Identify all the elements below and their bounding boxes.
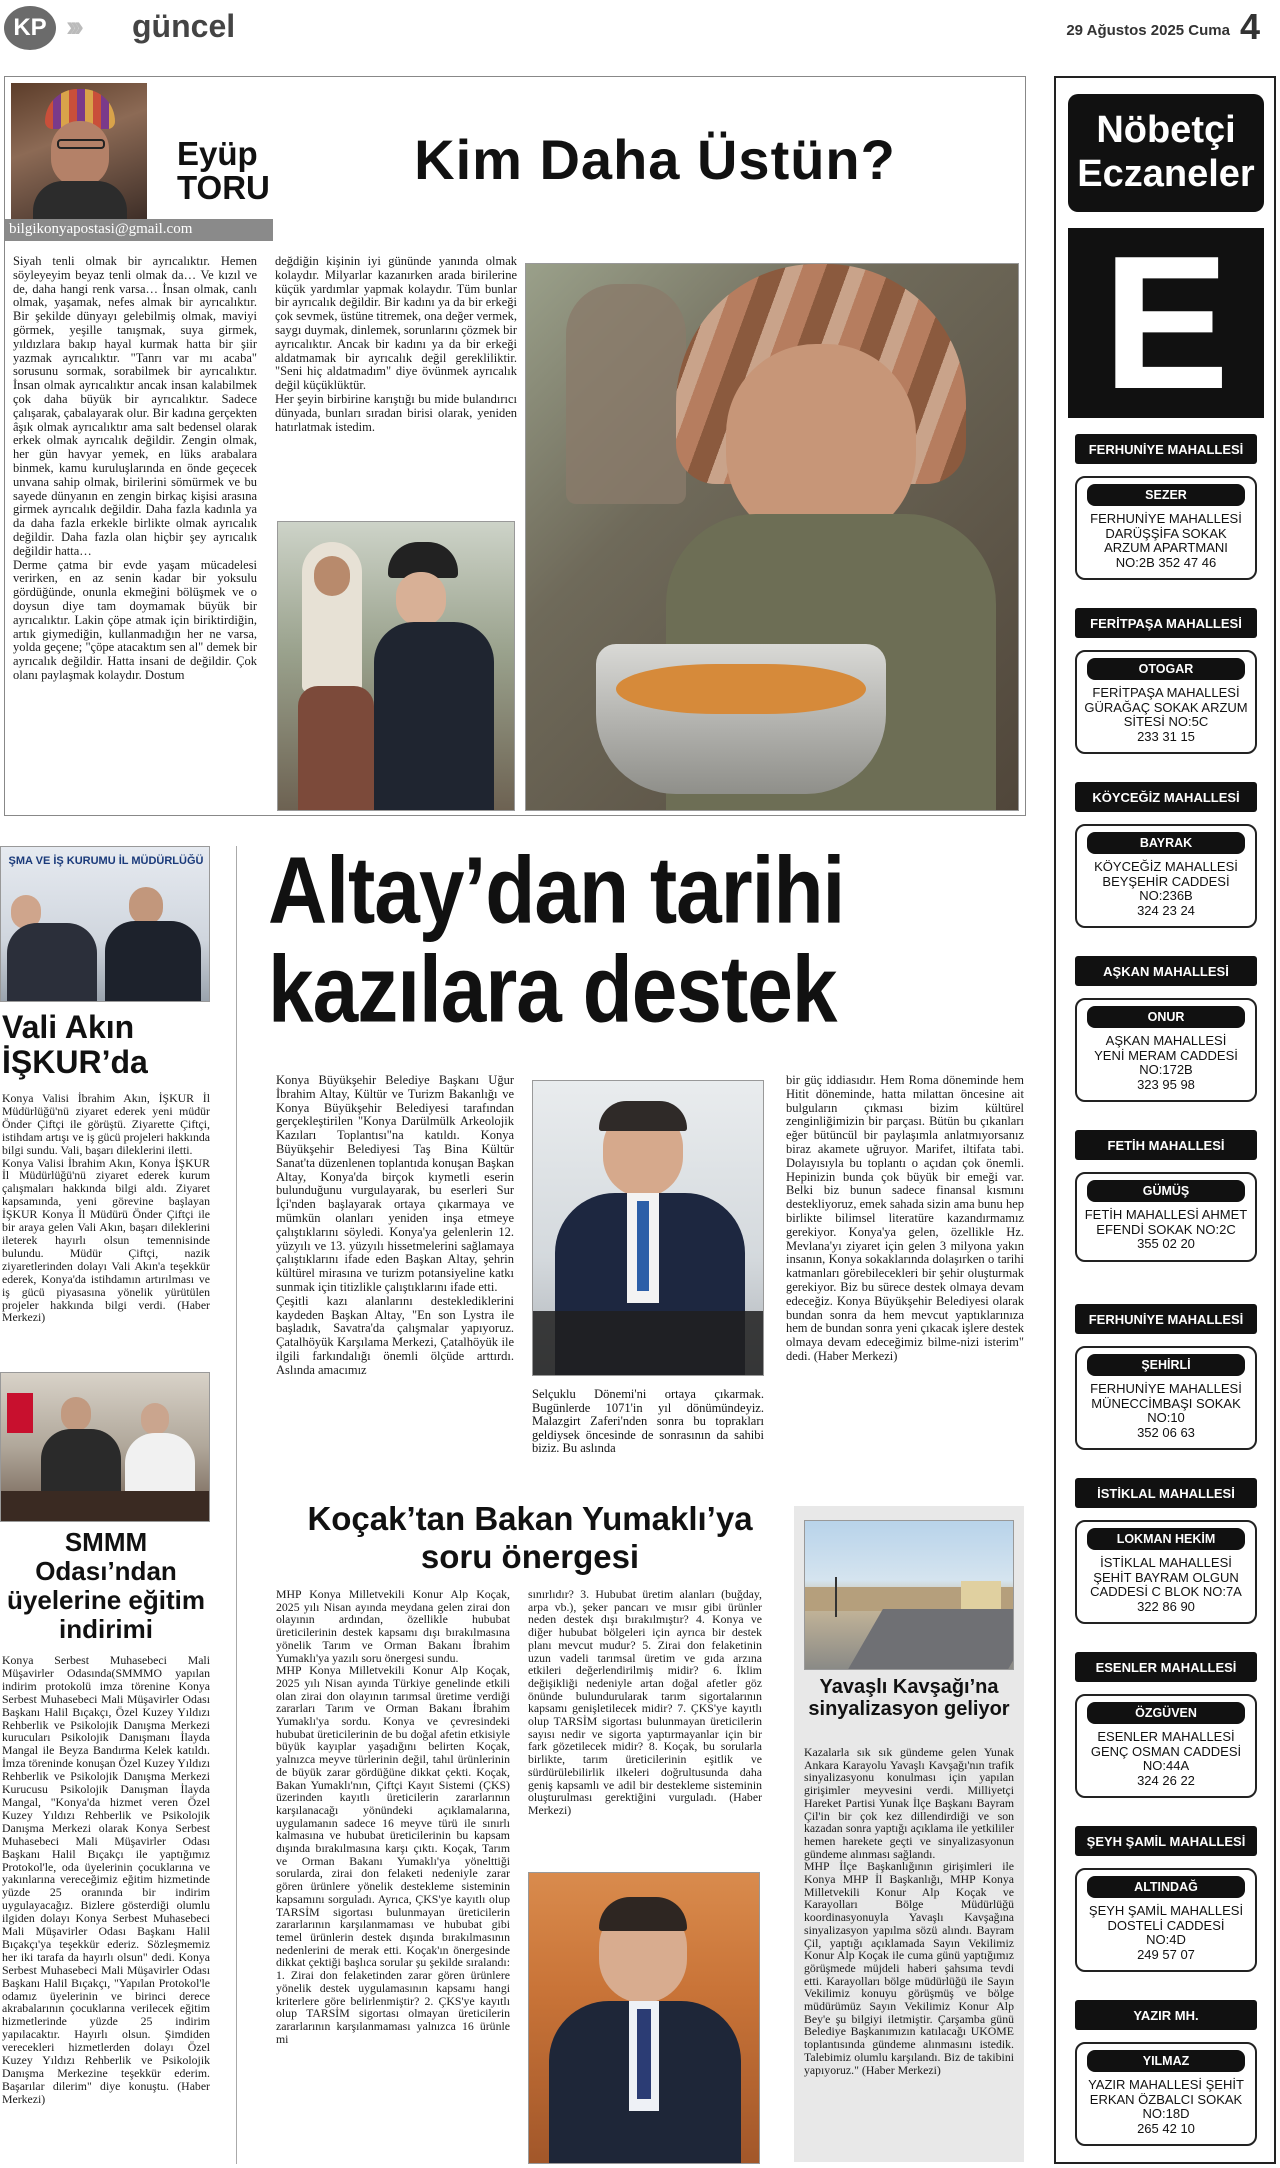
pharmacy-name: ALTINDAĞ xyxy=(1087,1876,1245,1898)
pharmacy-name: YILMAZ xyxy=(1087,2050,1245,2072)
column-text-1: Siyah tenli olmak bir ayrıcalıktır. Hemen söyleyeyim beyaz tenli olmak da… Ve kızıl ve de, daha hangi renk varsa… İnsan olmak, canlı olmak, yaşamak, nefes almak bir ayrıcalıktır. Bir şekilde dünyayı gelebilmiş olmak, maviyi görmek, yeşille tanışmak, suya girmek, yıldızlara bakıp hayal kurmak hatta bir şiir yazmak ayrıcalıktır. "Tanrı var mı acaba" sorusunu sormak, sorabilmek bir ayrıcalıktır. İnsan olmak ayrıcalıktır ancak insan kalabilmek çok daha büyük bir ayrıcalıktır. Sadece çalışarak, çabalayarak olur. Bir kadına gerçekten âşık olmak ayrıcalıktır ama salt bedensel olarak erkek olmak ayrıcalık değildir. Zengin olmak, her gün havyar yemek, en lüks arabalara binmek, kamu kuruluşlarında en önde geçecek unvana sahip olmak, birilerini sömürmek ve bu sayede dünyanın en zengin birkaç kişisi arasına girmek ayrıcalık değildir. Daha fazla kadınla ya da daha fazla erkekle birlikte olmak ayrıcalık değildir. Daha fazla olan hiçbir şey ayrıcalık değildir hatta… Derme çatma bir evde yaşam mücadelesi verirken, en az senin kadar bir yoksulu gördüğünde, onunla ekmeğini bölüşmek ve o doysun diye tam doymamak büyük bir ayrıcalıktır. Lakin çöpe atmak için biriktirdiğin, artık giymediğin, kullanmadığın her ne varsa, yolda geçene; "çöpe atacaktım sen al" demek bir ayrıcalık değildir. Hatta insani de değildir. Çok olanı paylaşmak kolaydır. Dostum xyxy=(13,255,257,682)
vali-photo-banner: ŞMA VE İŞ KURUMU İL MÜDÜRLÜĞÜ xyxy=(8,855,204,867)
kocak-text-2: sınırlıdır? 3. Hububat üretim alanları (buğday, arpa vb.), şeker pancarı ve mısır gibi ürünler neden destek dışı bırakılmıştır? 4. Konya ve diğer hububat bölgeleri için ayrıca bir destek planı mevcut mudur? 5. Zirai don felaketinin uzun vadeli tarımsal üretim ve gıda arzına etkileri değerlendirilmiş midir? 6. İklim değişikliği nedeniyle artan doğal afetler göz önünde bulundurularak tarım sigortalarının kapsamı genişletilecek midir? 7. ÇKS'ye kayıtlı olup TARSİM sigortası bulunmayan üreticilerin sayısı nedir ve sigorta yaptırmayanlar için bir fark gözetilecek midir? 8. Koçak, bu sorularla birlikte, tarım üreticilerinin eşitlik ve sürdürülebilirlik ilkeleri doğrultusunda daha geniş kapsamlı ve adil bir destekleme sisteminin oluşturulması gerektiğini vurguladı. (Haber Merkezi) xyxy=(528,1588,762,1817)
yavasli-body: Kazalarla sık sık gündeme gelen Yunak Ankara Karayolu Yavaşlı Kavşağı'nın trafik sinyalizasyonu konulması için yapılan girişimler meyvesini verdi. Milliyetçi Hareket Partisi Yunak İlçe Başkanı Bayram Çil'in bir çok kez dillendirdiği ve son kazadan sonra yaptığı açıklama ile yetkililer hemen harekete geçti ve sinyalizasyonun gündeme alınması sağlandı. MHP İlçe Başkanlığının girişimleri ile Konya MHP İl Başkanlığı, MHP Konya Milletvekili Konur Alp Koçak ve Karayolları Bölge Müdürlüğü koordinasyonuyla Yavaşlı Kavşağına sinyalizasyon yapılma sözü alındı. Bayram Çil, yaptığı açıklamada Sayın Vekilimiz Konur Alp Koçak ile cuma günü yaptığımız görüşmede müjdeli haberi şahsıma tevdi etti. Karayolları bölge müdürlüğü ile Sayın Vekilimiz konuyu görüşmüş ve bölge müdürümüz Sayın Vekilimiz Konur Alp Bey'e şu bilgiyi iletmiştir. Çarşamba günü Belediye Başkanımızın katılacağı UKOME toplantısında gündeme alınmasını istedik. Talebimiz olumlu karşılandı. Biz de takibini yapıyoruz." (Haber Merkezi) xyxy=(804,1746,1014,2077)
vali-photo xyxy=(0,846,210,1002)
pharmacy-card xyxy=(1075,1520,1257,1624)
pharmacy-address: İSTİKLAL MAHALLESİ ŞEHİT BAYRAM OLGUN CADDESİ C BLOK NO:7A 322 86 90 xyxy=(1090,1555,1242,1614)
pharmacy-district: İSTİKLAL MAHALLESİ xyxy=(1075,1478,1257,1508)
woman-soldier-photo xyxy=(277,521,515,811)
page-number: 4 xyxy=(1240,6,1261,47)
column-headline: Kim Daha Üstün? xyxy=(414,128,896,191)
pharmacy-name: ŞEHİRLİ xyxy=(1087,1354,1245,1376)
pharmacy-address: FETİH MAHALLESİ AHMET EFENDİ SOKAK NO:2C 355 02 20 xyxy=(1084,1207,1248,1251)
pharmacy-title-box xyxy=(1068,94,1264,212)
pharmacy-address: ŞEYH ŞAMİL MAHALLESİ DOSTELİ CADDESİ NO:4D 249 57 07 xyxy=(1088,1903,1244,1962)
pharmacy-district: FERİTPAŞA MAHALLESİ xyxy=(1075,608,1257,638)
pharmacy-address: AŞKAN MAHALLESİ YENİ MERAM CADDESİ NO:172B 323 95 98 xyxy=(1094,1033,1238,1092)
kocak-photo xyxy=(528,1872,760,2164)
pharmacy-name: LOKMAN HEKİM xyxy=(1087,1528,1245,1550)
pharmacy-letter-box: E xyxy=(1068,228,1264,418)
column-article xyxy=(4,76,1026,816)
kocak-headline: Koçak’tan Bakan Yumaklı’ya soru önergesi xyxy=(307,1500,753,1575)
pharmacy-card xyxy=(1075,824,1257,928)
section-title: güncel xyxy=(132,8,236,44)
pharmacy-name: OTOGAR xyxy=(1087,658,1245,680)
pharmacy-district: ESENLER MAHALLESİ xyxy=(1075,1652,1257,1682)
pharmacy-district: FERHUNİYE MAHALLESİ xyxy=(1075,434,1257,464)
chevrons-icon: ››› xyxy=(66,10,78,43)
author-photo xyxy=(11,83,147,223)
altay-headline: Altay’dan tarihi kazılara destek xyxy=(268,838,845,1043)
author-first-name: Eyüp xyxy=(177,135,258,172)
smmm-photo xyxy=(0,1372,210,1522)
altay-text-1: Konya Büyükşehir Belediye Başkanı Uğur İbrahim Altay, Kültür ve Turizm Bakanlığı ve Konya Büyükşehir Belediyesi tarafından gerçekleştirilen "Konya Darülmülk Arkeolojik Kazıları Toplantısı"na katıldı. Konya Büyükşehir Belediyesi Taş Bina Kültür Sanat'ta düzenlenen toplantıda konuşan Başkan Altay, Konya'da birçok kıymetli eserin bulunduğunu vurgulayarak, bu eserleri Sur İçi'nden başlayarak ortaya çıkarmaya ve mümkün olanları yeniden inşa etmeye çalıştıklarını söyledi. Konya'ya gelenlerin 12. yüzyılı ve 13. yüzyılı hissetmelerini sağlamaya çalıştıklarını ifade eden Başkan Altay, şehrin kültürel mirasına ve turizm potansiyeline katkı sunmak için titizlikle çalıştıklarını ifade etti. Çeşitli kazı alanlarını desteklediklerini kaydeden Başkan Altay, "En son Lystra ile başladık, Savatra'da çalışmalar yapıyoruz. Çatalhöyük Karşılama Merkezi, Çatalhöyük ile ilgili farkındalığı önemli ölçüde arttırdı. Aslında amacımız xyxy=(276,1074,514,1377)
grandmother-food-photo xyxy=(525,263,1019,811)
pharmacy-card xyxy=(1075,998,1257,1102)
kp-logo: KP xyxy=(4,6,56,50)
pharmacy-card xyxy=(1075,1694,1257,1798)
pharmacy-address: YAZIR MAHALLESİ ŞEHİT ERKAN ÖZBALCI SOKAK NO:18D 265 42 10 xyxy=(1088,2077,1244,2136)
pharmacy-address: FERHUNİYE MAHALLESİ MÜNECCİMBAŞI SOKAK NO:10 352 06 63 xyxy=(1090,1381,1242,1440)
smmm-headline: SMMM Odası’ndan üyelerine eğitim indirimi xyxy=(7,1527,205,1644)
pharmacy-title-line2: Eczaneler xyxy=(1077,153,1255,195)
altay-text-3: bir güç iddiasıdır. Hem Roma döneminde hem Hitit döneminde, hatta milattan öncesine ait bulguların çıkması bizim kültürel zenginliğimizin bir parçası. Bütün bu çıkanları eğer bütüncül bir paylaşımla anlatmıyorsanız biraz akamete uğruyor. Marifet, iltifata tabi. Dolayısıyla bu toplantı o açıdan çok önemli. Hepinizin bunda çok büyük bir emeği var. Belki biz bunun sadece finansal kısmını destekliyoruz, emek sahada sizin ama bunu hep birlikte bilimsel literatüre kazandırmamız gerekiyor. Konya'ya gelen, özellikle Hz. Mevlana'yı ziyaret için gelen 3 milyona yakın insanın, Konya sokaklarında dolaşırken o tarihi katmanları görebilecekleri bir şehir oluşturmak gerekiyor. Biz bu sürece destek olmaya devam edeceğiz. Konya Büyükşehir Belediyesi olarak bundan sonra da hem mevcut yaptıklarınıza hem de bundan sonra yeni çıkacak işlere destek olmaya devam edeceğimiz bilme-nizi isterim" dedi. (Haber Merkezi) xyxy=(786,1074,1024,1363)
yavasli-box xyxy=(794,1506,1024,2162)
altay-caption: Selçuklu Dönemi'ni ortaya çıkarmak. Bugünlerde 1071'in yıl dönümündeyiz. Malazgirt Zaferi'nden sonra bu toprakları geldiysek öncesinde de sonrasının da sahibi biziz. Bu aslında xyxy=(532,1388,764,1456)
column-text-2: değdiğin kişinin iyi gününde yanında olmak kolaydır. Milyarlar kazanırken arada birilerine küçük yardımlar yapmak kolaydır. Tüm bunlar bir ayrıcalık değildir. Bir kadını ya da bir erkeği çok sevmek, üstüne titremek, ona değer vermek, saygı duymak, dinlemek, sorunlarını çözmek bir ayrıcalıktır. Ancak bir kadını ya da bir erkeği aldatmamak bir ayrıcalık değil gerekliliktir. "Seni hiç aldatmadım" diye övünmek ayrıcalık değil küçüklüktür. Her şeyin birbirine karıştığı bu mide bulandırıcı dünyada, bunları sıradan birisi olarak, yeniden hatırlatmak istedim. xyxy=(275,255,517,434)
vali-headline: Vali Akın İŞKUR’da xyxy=(2,1009,148,1080)
pharmacy-card xyxy=(1075,476,1257,580)
author-email: bilgikonyapostasi@gmail.com xyxy=(5,219,273,241)
pharmacy-name: ÖZGÜVEN xyxy=(1087,1702,1245,1724)
pharmacy-card xyxy=(1075,1868,1257,1972)
yavasli-headline: Yavaşlı Kavşağı’na sinyalizasyon geliyor xyxy=(808,1676,1010,1720)
vali-body: Konya Valisi İbrahim Akın, İŞKUR İl Müdürlüğü'nü ziyaret ederek yeni müdür Önder Çiftçi ile görüştü. Ziyarette Çiftçi, istihdam artışı ve iş gücü projeleri hakkında bilgi sundu. Vali, başarı dileklerini iletti. Konya Valisi İbrahim Akın, Konya İŞKUR İl Müdürlüğü'nü ziyaret ederek kurum çalışmaları hakkında bilgi aldı. Ziyaret kapsamında, yeni görevine başlayan İŞKUR Konya İl Müdürü Önder Çiftçi ile bir araya gelen Vali Akın, başarı dileklerini ileterek hayırlı olsun temennisinde bulundu. Müdür Çiftçi, nazik ziyaretlerinden dolayı Vali Akın'a teşekkür ederek, Konya'da istihdamın artırılması ve iş gücü piyasasına yönelik yürütülen projeler hakkında bilgi verdi. (Haber Merkezi) xyxy=(2,1092,210,1325)
pharmacy-district: ŞEYH ŞAMİL MAHALLESİ xyxy=(1075,1826,1257,1856)
pharmacy-name: BAYRAK xyxy=(1087,832,1245,854)
pharmacy-district: YAZIR MH. xyxy=(1075,2000,1257,2030)
pharmacy-card xyxy=(1075,1172,1257,1262)
pharmacy-address: FERİTPAŞA MAHALLESİ GÜRAĞAÇ SOKAK ARZUM SİTESİ NO:5C 233 31 15 xyxy=(1084,685,1248,744)
pharmacy-title-line1: Nöbetçi xyxy=(1096,109,1236,151)
pharmacy-name: ONUR xyxy=(1087,1006,1245,1028)
pharmacy-district: AŞKAN MAHALLESİ xyxy=(1075,956,1257,986)
pharmacy-address: ESENLER MAHALLESİ GENÇ OSMAN CADDESİ NO:44A 324 26 22 xyxy=(1090,1729,1242,1788)
pharmacy-name: SEZER xyxy=(1087,484,1245,506)
pharmacy-name: GÜMÜŞ xyxy=(1087,1180,1245,1202)
pharmacy-district: KÖYCEĞİZ MAHALLESİ xyxy=(1075,782,1257,812)
pharmacy-address: KÖYCEĞİZ MAHALLESİ BEYŞEHİR CADDESİ NO:236B 324 23 24 xyxy=(1094,859,1238,918)
author-last-name: TORU xyxy=(177,169,270,206)
pharmacy-card xyxy=(1075,650,1257,754)
page-header xyxy=(0,0,1280,60)
pharmacy-district: FETİH MAHALLESİ xyxy=(1075,1130,1257,1160)
road-photo xyxy=(804,1520,1014,1670)
issue-date: 29 Ağustos 2025 Cuma xyxy=(1066,22,1230,39)
pharmacy-card xyxy=(1075,2042,1257,2146)
pharmacy-card xyxy=(1075,1346,1257,1450)
altay-photo xyxy=(532,1080,764,1376)
pharmacy-address: FERHUNİYE MAHALLESİ DARÜŞŞİFA SOKAK ARZUM APARTMANI NO:2B 352 47 46 xyxy=(1090,511,1242,570)
column-divider xyxy=(236,846,237,2164)
smmm-body: Konya Serbest Muhasebeci Mali Müşavirler Odasında(SMMMO yapılan indirim protokolü imza törenine Konya Serbest Muhasebeci Mali Müşavirler Odası Başkanı Halil Bıçakçı, Özel Kuzey Yıldızı Rehberlik ve Psikolojik Danışma Merkezi kurucuları Psikolojik Danışmanı İlayda Mangal ile Beyza Bandırma Kelek katıldı. İmza töreninde konuşan Özel Kuzey Yıldızı Rehberlik ve Psikolojik Danışma Merkezi Kurucusu Psikolojik Danışman İlayda Mangal, "Konya'da hizmet veren Özel Kuzey Yıldızı Rehberlik ve Psikolojik Danışma Merkezi olarak Konya Serbest Muhasebeci Mali Müşavirler Odası Başkanı Halil Bıçakçı ile yaptığımız Protokol'le, oda üyelerinin çocuklarına ve yakınlarına vereceğimiz eğitim hizmetinde yüzde 25 oranında bir indirim uygulayacağız. Bizlere gösterdiği olumlu ilgiden dolayı Konya Serbest Muhasebeci Mali Müşavirler Odası Başkanı Halil Bıçakçı'ya teşekkür ederiz. Sözleşmemiz her iki tarafa da hayırlı olsun" dedi. Konya Serbest Muhasebeci Mali Müşavirler Odası Başkanı Halil Bıçakçı, "Yapılan Protokol'le odamız üyelerinin ve birinci derece akrabalarının çocuklarına verilecek eğitim hizmetlerinde yüzde 25 indirim yapılacaktır. Hayırlı olsun. Şimdiden verecekleri hizmetlerden dolayı Özel Kuzey Yıldızı Rehberlik ve Psikolojik Danışma Merkezine teşekkür ederim. Başarılar dilerim" diye konuştu. (Haber Merkezi) xyxy=(2,1654,210,2106)
pharmacy-district: FERHUNİYE MAHALLESİ xyxy=(1075,1304,1257,1334)
kocak-text-1: MHP Konya Milletvekili Konur Alp Koçak, 2025 yılı Nisan ayında meydana gelen zirai don olayının ardından, özellikle hububat üreticilerinin destek kapsamı dışı bırakılmasına yönelik Tarım ve Orman Bakanı İbrahim Yumaklı'ya yazılı soru önergesi sundu. MHP Konya Milletvekili Konur Alp Koçak, 2025 yılı Nisan ayında Türkiye genelinde etkili olan zirai don olayının tarımsal üretime verdiği zararları Tarım ve Orman Bakanı İbrahim Yumaklı'ya sordu. Konya ve çevresindeki hububat üreticilerinin de bu doğal afetin etkisiyle büyük kayıplar yaşadığını belirten Koçak, yalnızca meyve türlerinin değil, tahıl ürünlerinin de büyük zarar gördüğüne dikkat çekti. Koçak, Bakan Yumaklı'nın, Çiftçi Kayıt Sistemi (ÇKS) üzerinden kayıtlı üreticilerin zararlarının karşılanacağı yönündeki açıklamalarına, uygulamanın sadece 16 meyve türü ile sınırlı kalmasına ve hububat üreticilerinin bu kapsam dışında bırakılmasına karşı çıktı. Koçak, Tarım ve Orman Bakanı Yumaklı'ya yönelttiği sorularda, zirai don felaketi nedeniyle zarar gören ürünlere yönelik destekleme sisteminin kapsamını sorguladı. Ayrıca, ÇKS'ye kayıtlı olup TARSİM sigortası bulunmayan üreticilerin zararlarının karşılanmaması ve hububat gibi temel ürünlerin destek dışında bırakılmasının nedenlerini de merak etti. Koçak'ın önergesinde dikkat çektiği başlıca sorular şu şekilde sıralandı: 1. Zirai don felaketinden zarar gören ürünlere yönelik destek uygulamasının kapsamı hangi kriterlere göre belirlenmiştir? 2. ÇKS'ye kayıtlı olup TARSİM sigortası olmayan üreticilerin zararlarının karşılanmaması yalnızca 16 ürünle mi xyxy=(276,1588,510,2046)
